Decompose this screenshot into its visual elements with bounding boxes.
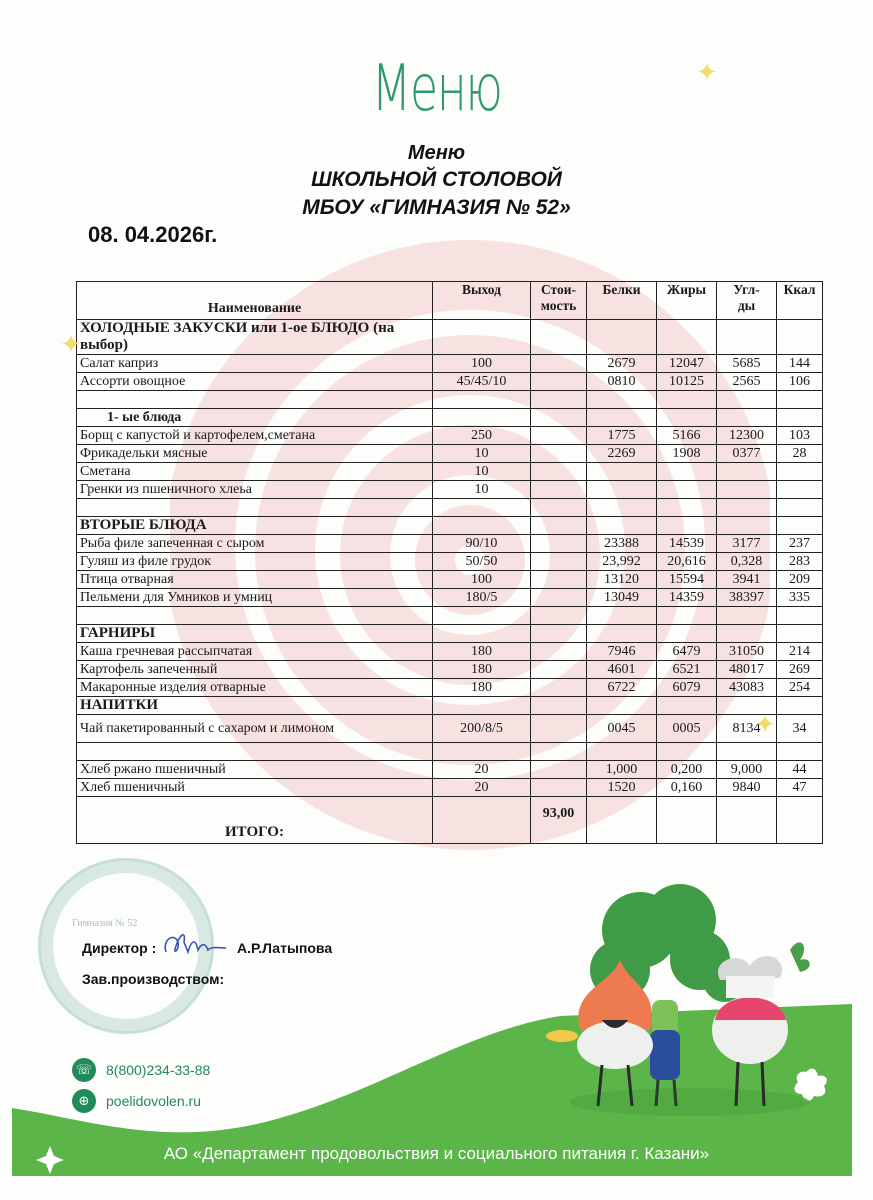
carbs-header-l1: Угл- xyxy=(733,282,760,297)
dish-output: 10 xyxy=(433,481,531,499)
table-row xyxy=(77,679,823,697)
table-row xyxy=(77,779,823,797)
dish-cost xyxy=(531,589,587,607)
dish-protein: 2679 xyxy=(587,355,657,373)
dish-cost xyxy=(531,761,587,779)
dish-protein: 13120 xyxy=(587,571,657,589)
dish-cost xyxy=(531,643,587,661)
empty-row xyxy=(77,499,823,517)
dish-name: Макаронные изделия отварные xyxy=(77,679,433,697)
dish-kcal: 106 xyxy=(777,373,823,391)
dish-cost xyxy=(531,535,587,553)
dish-cost xyxy=(531,679,587,697)
dish-output: 50/50 xyxy=(433,553,531,571)
table-row xyxy=(77,481,823,499)
table-header-row xyxy=(77,282,823,320)
empty-row xyxy=(77,743,823,761)
dish-fat: 6521 xyxy=(657,661,717,679)
dish-fat: 10125 xyxy=(657,373,717,391)
dish-output: 20 xyxy=(433,761,531,779)
globe-icon: ⊕ xyxy=(72,1089,96,1113)
dish-name: Хлеб ржано пшеничный xyxy=(77,761,433,779)
dish-name: Ассорти овощное xyxy=(77,373,433,391)
dish-output: 180/5 xyxy=(433,589,531,607)
dish-carbs: 8134 xyxy=(717,715,777,743)
dish-cost xyxy=(531,661,587,679)
menu-table xyxy=(76,281,823,844)
dish-cost xyxy=(531,553,587,571)
dish-protein: 0045 xyxy=(587,715,657,743)
dish-name: Птица отварная xyxy=(77,571,433,589)
total-cost: 93,00 xyxy=(531,797,587,844)
dish-kcal: 28 xyxy=(777,445,823,463)
vegetable-characters-illustration xyxy=(540,880,840,1120)
col-header-name: Наименование xyxy=(77,282,433,320)
table-row xyxy=(77,553,823,571)
dish-cost xyxy=(531,355,587,373)
dish-name: Каша гречневая рассыпчатая xyxy=(77,643,433,661)
dish-kcal: 254 xyxy=(777,679,823,697)
dish-fat: 15594 xyxy=(657,571,717,589)
table-row xyxy=(77,535,823,553)
table-row xyxy=(77,463,823,481)
dish-protein: 1,000 xyxy=(587,761,657,779)
dish-kcal: 47 xyxy=(777,779,823,797)
dish-cost xyxy=(531,571,587,589)
sparkle-icon: ✦ xyxy=(696,58,718,88)
col-header-output: Выход xyxy=(433,282,531,320)
dish-kcal: 34 xyxy=(777,715,823,743)
dish-output: 100 xyxy=(433,355,531,373)
section-label: НАПИТКИ xyxy=(77,697,433,715)
col-header-fat: Жиры xyxy=(657,282,717,320)
empty-row xyxy=(77,607,823,625)
dish-carbs: 38397 xyxy=(717,589,777,607)
col-header-protein: Белки xyxy=(587,282,657,320)
organization-name: АО «Департамент продовольствия и социального питания г. Казани» xyxy=(163,1144,710,1163)
dish-carbs: 0,328 xyxy=(717,553,777,571)
dish-name: Хлеб пшеничный xyxy=(77,779,433,797)
dish-fat: 6479 xyxy=(657,643,717,661)
dish-output: 45/45/10 xyxy=(433,373,531,391)
dish-name: Чай пакетированный с сахаром и лимоном xyxy=(77,715,433,743)
dish-carbs: 9840 xyxy=(717,779,777,797)
dish-protein: 2269 xyxy=(587,445,657,463)
dish-carbs: 9,000 xyxy=(717,761,777,779)
canteen-title: ШКОЛЬНОЙ СТОЛОВОЙ xyxy=(311,168,562,191)
table-row xyxy=(77,373,823,391)
table-row xyxy=(77,715,823,743)
dish-protein: 1775 xyxy=(587,427,657,445)
dish-output: 180 xyxy=(433,661,531,679)
dish-fat: 5166 xyxy=(657,427,717,445)
dish-carbs: 0377 xyxy=(717,445,777,463)
section-row-drinks xyxy=(77,697,823,715)
dish-kcal: 335 xyxy=(777,589,823,607)
cost-header-l1: Стои- xyxy=(540,282,577,297)
dish-carbs: 5685 xyxy=(717,355,777,373)
dish-name: Пельмени для Умников и умниц xyxy=(77,589,433,607)
dish-kcal: 283 xyxy=(777,553,823,571)
website-link[interactable] xyxy=(72,1089,201,1113)
dish-kcal: 237 xyxy=(777,535,823,553)
dish-carbs: 3941 xyxy=(717,571,777,589)
dish-output: 100 xyxy=(433,571,531,589)
menu-title: Меню xyxy=(407,142,466,164)
dish-kcal: 214 xyxy=(777,643,823,661)
dish-cost xyxy=(531,779,587,797)
section-label: 1- ые блюда xyxy=(77,409,433,427)
stamp-text: Гимназия № 52 xyxy=(72,918,138,929)
sparkle-icon: ✦ xyxy=(60,330,82,360)
dish-output: 250 xyxy=(433,427,531,445)
section-row-second xyxy=(77,517,823,535)
dish-protein: 0810 xyxy=(587,373,657,391)
brand-title: Меню xyxy=(371,52,502,126)
dish-name: Гренки из пшеничного хлеьа xyxy=(77,481,433,499)
dish-protein: 13049 xyxy=(587,589,657,607)
dish-fat: 0,160 xyxy=(657,779,717,797)
empty-row xyxy=(77,391,823,409)
table-row xyxy=(77,589,823,607)
dish-kcal: 144 xyxy=(777,355,823,373)
dish-carbs: 31050 xyxy=(717,643,777,661)
dish-name: Рыба филе запеченная с сыром xyxy=(77,535,433,553)
dish-protein: 6722 xyxy=(587,679,657,697)
phone-contact[interactable] xyxy=(72,1058,210,1082)
phone-number: 8(800)234-33-88 xyxy=(106,1062,211,1078)
dish-fat: 1908 xyxy=(657,445,717,463)
col-header-kcal: Ккал xyxy=(777,282,823,320)
table-row xyxy=(77,571,823,589)
section-label: ГАРНИРЫ xyxy=(77,625,433,643)
dish-protein: 1520 xyxy=(587,779,657,797)
section-row-sides xyxy=(77,625,823,643)
dish-protein: 7946 xyxy=(587,643,657,661)
dish-cost xyxy=(531,373,587,391)
dish-carbs: 12300 xyxy=(717,427,777,445)
table-row xyxy=(77,355,823,373)
director-name: А.Р.Латыпова xyxy=(237,940,333,956)
dish-fat: 0,200 xyxy=(657,761,717,779)
col-header-cost xyxy=(531,282,587,320)
section-label: ВТОРЫЕ БЛЮДА xyxy=(77,517,433,535)
dish-output: 10 xyxy=(433,445,531,463)
dish-output: 200/8/5 xyxy=(433,715,531,743)
table-row xyxy=(77,761,823,779)
dish-cost xyxy=(531,445,587,463)
dish-carbs: 3177 xyxy=(717,535,777,553)
table-row xyxy=(77,445,823,463)
dish-fat: 12047 xyxy=(657,355,717,373)
dish-output: 10 xyxy=(433,463,531,481)
dish-output: 90/10 xyxy=(433,535,531,553)
dish-kcal: 44 xyxy=(777,761,823,779)
table-row xyxy=(77,643,823,661)
menu-date: 08. 04.2026г. xyxy=(88,222,218,247)
director-signature xyxy=(160,928,230,962)
director-label: Директор : xyxy=(82,940,157,956)
total-row xyxy=(77,797,823,844)
dish-carbs: 48017 xyxy=(717,661,777,679)
dish-kcal: 103 xyxy=(777,427,823,445)
dish-cost xyxy=(531,427,587,445)
dish-carbs: 2565 xyxy=(717,373,777,391)
dish-name: Картофель запеченный xyxy=(77,661,433,679)
dish-output: 180 xyxy=(433,679,531,697)
dish-output: 20 xyxy=(433,779,531,797)
dish-fat: 20,616 xyxy=(657,553,717,571)
website-url: poelidovolen.ru xyxy=(106,1093,201,1109)
section-row-first xyxy=(77,409,823,427)
dish-cost xyxy=(531,715,587,743)
dish-kcal: 269 xyxy=(777,661,823,679)
dish-carbs: 43083 xyxy=(717,679,777,697)
dish-name: Гуляш из филе грудок xyxy=(77,553,433,571)
dish-protein: 4601 xyxy=(587,661,657,679)
table-row xyxy=(77,661,823,679)
dish-name: Сметана xyxy=(77,463,433,481)
dish-name: Салат каприз xyxy=(77,355,433,373)
table-row xyxy=(77,427,823,445)
col-header-carbs xyxy=(717,282,777,320)
school-title: МБОУ «ГИМНАЗИЯ № 52» xyxy=(302,196,571,219)
section-label: ХОЛОДНЫЕ ЗАКУСКИ или 1-ое БЛЮДО (на выбор) xyxy=(77,320,433,355)
dish-fat: 0005 xyxy=(657,715,717,743)
dish-protein: 23388 xyxy=(587,535,657,553)
dish-output: 180 xyxy=(433,643,531,661)
carbs-header-l2: ды xyxy=(737,298,756,313)
production-head-label: Зав.производством: xyxy=(82,971,225,987)
section-row-cold xyxy=(77,320,823,355)
dish-fat: 14539 xyxy=(657,535,717,553)
total-label: ИТОГО: xyxy=(77,797,433,844)
dish-protein: 23,992 xyxy=(587,553,657,571)
phone-icon: ☏ xyxy=(72,1058,96,1082)
dish-name: Борщ с капустой и картофелем,сметана xyxy=(77,427,433,445)
dish-kcal: 209 xyxy=(777,571,823,589)
dish-fat: 14359 xyxy=(657,589,717,607)
sparkle-icon: ✦ xyxy=(754,710,776,740)
dish-name: Фрикадельки мясные xyxy=(77,445,433,463)
cost-header-l2: мость xyxy=(540,298,577,313)
dish-fat: 6079 xyxy=(657,679,717,697)
